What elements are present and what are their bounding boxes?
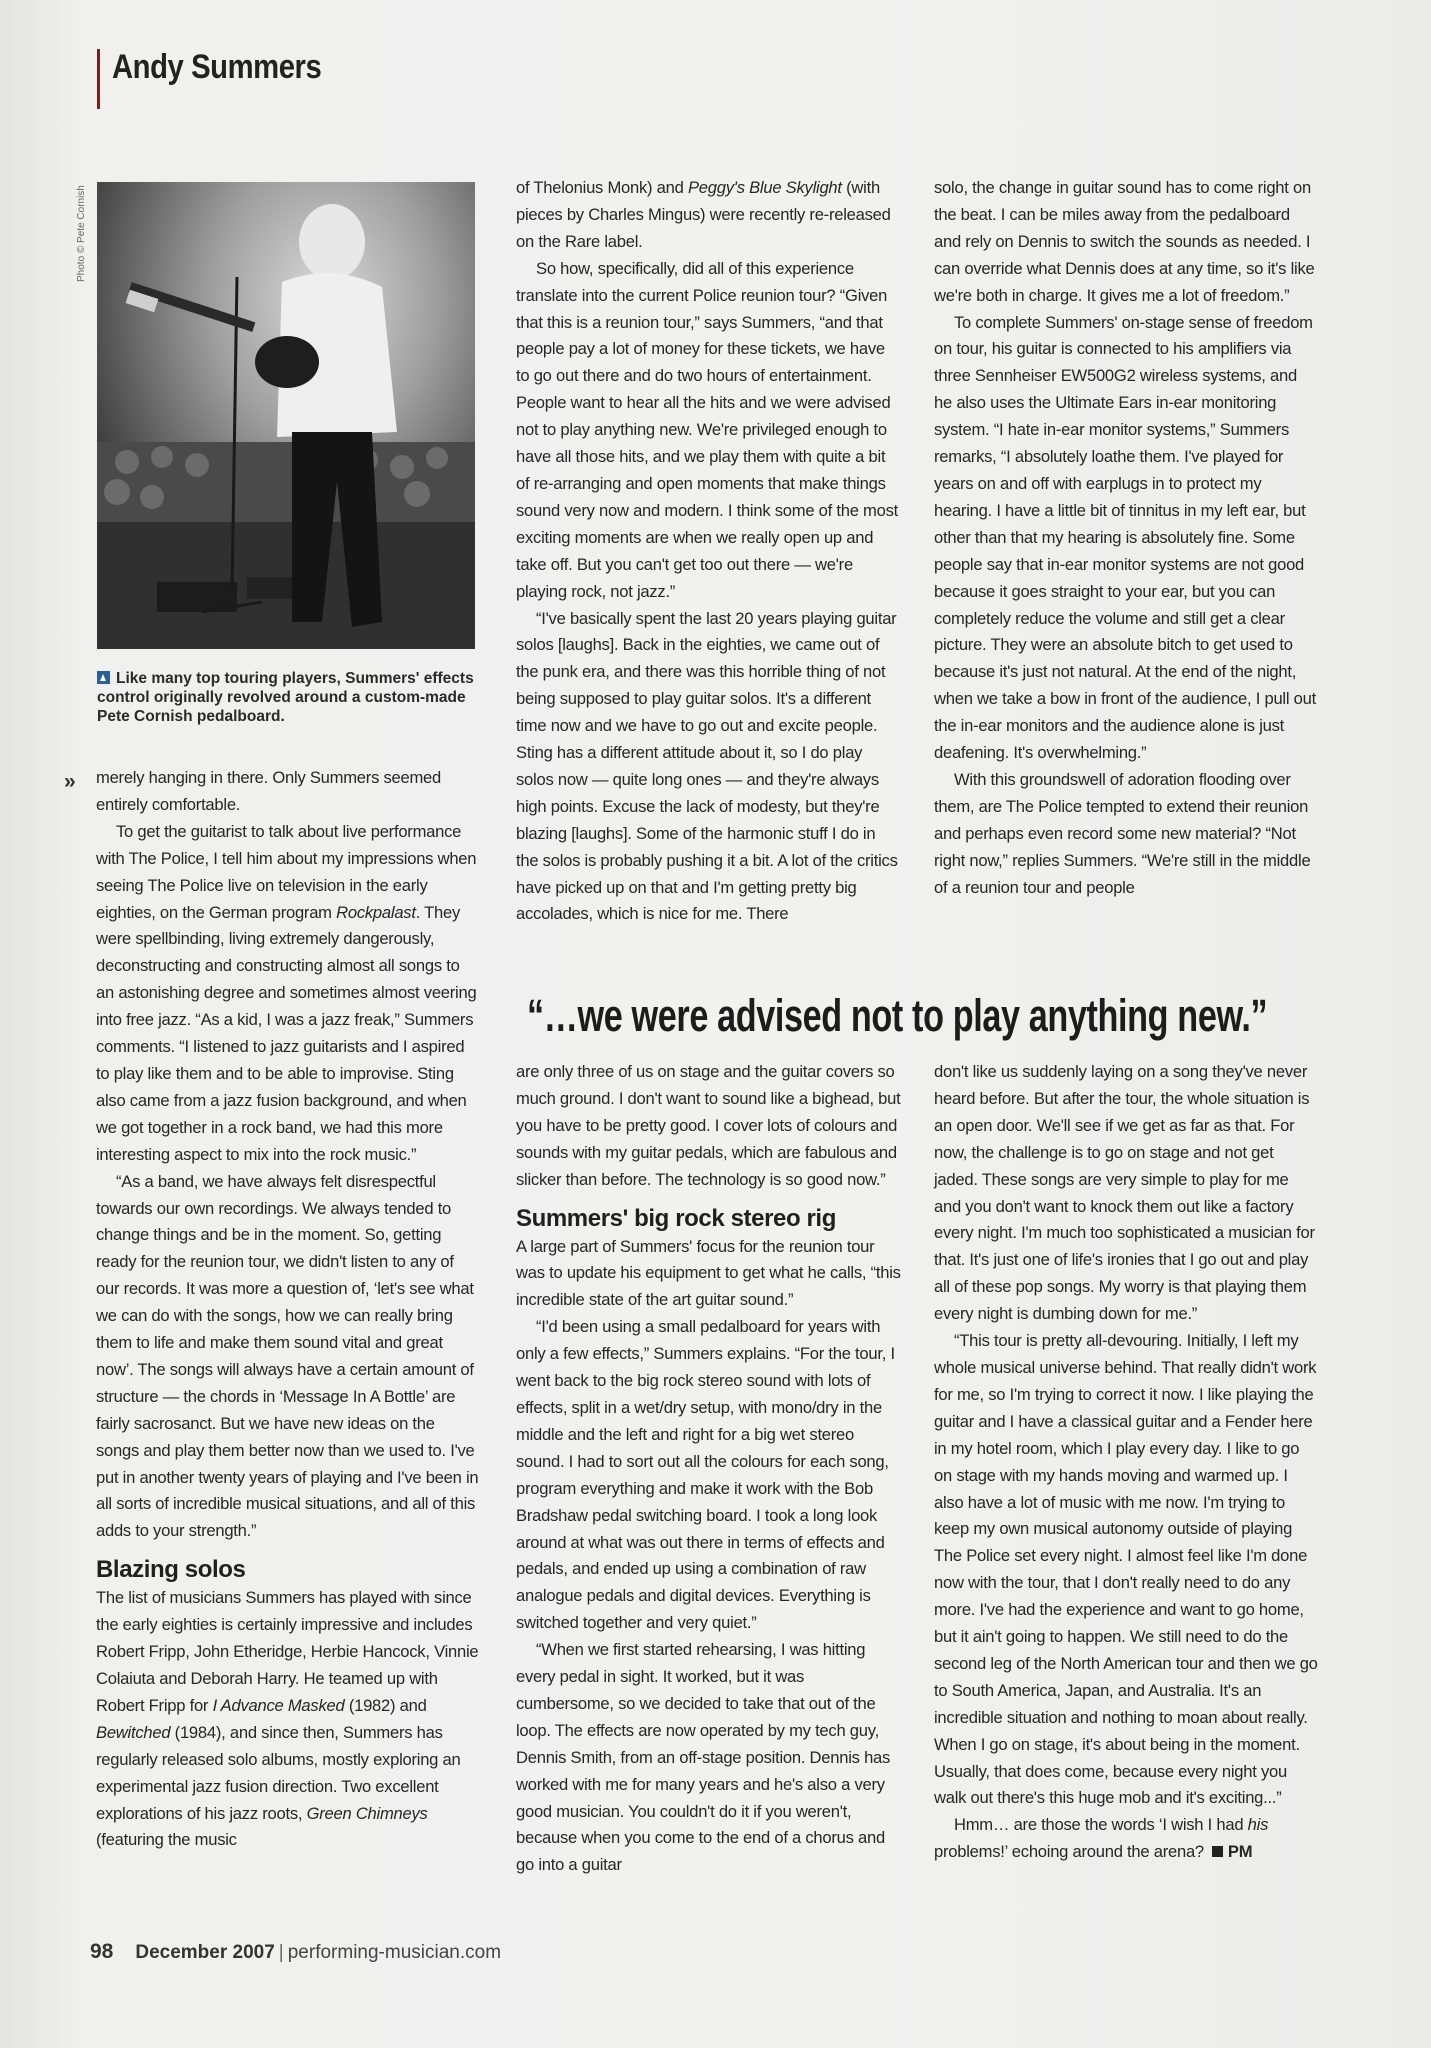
paragraph: With this groundswell of adoration flooding over them, are The Police tempted to extend their reunion and perhaps even record some new material? “Not right now,” replies Summers. “We're still in the middle of a reunion tour and people <box>934 769 1311 897</box>
page-number: 98 <box>90 1940 114 1963</box>
article-column-3-bottom <box>934 1059 1319 1866</box>
section-heading: Blazing solos <box>96 1556 246 1584</box>
paragraph: are only three of us on stage and the guitar covers so much ground. I don't want to sound like a bighead, but you have to be pretty good. I cover lots of colours and sounds with my guitar pedals, which are fabulous and slicker than before. The technology is so good now.” <box>516 1062 901 1189</box>
issue-date: December 2007 <box>135 1942 275 1963</box>
concert-photo <box>97 182 475 649</box>
end-mark-icon <box>1212 1846 1223 1857</box>
photo-caption: Like many top touring players, Summers' effects control originally revolved around a custom-made Pete Cornish pedalboard. <box>97 670 474 725</box>
continued-chevron-icon: » <box>64 770 76 793</box>
article-column-1 <box>96 765 481 1854</box>
page-footer <box>90 1940 501 1964</box>
paragraph: Hmm… are those the words ‘I wish I had his problems!’ echoing around the arena? PM <box>934 1815 1269 1862</box>
triangle-up-icon <box>97 671 110 684</box>
paragraph: merely hanging in there. Only Summers seemed entirely comfortable. <box>96 768 442 814</box>
paragraph: The list of musicians Summers has played with since the early eighties is certainly impressive and includes Robert Fripp, John Etheridge, Herbie Hancock, Vinnie Colaiuta and Deborah Harry. He teamed up with Robert Fripp for I Advance Masked (1982) and Bewitched (1984), and since then, Summers has regularly released solo albums, mostly exploring an experimental jazz fusion direction. Two excellent explorations of his jazz roots, Green Chimneys (featuring the music <box>96 1588 479 1850</box>
article-column-2-bottom <box>516 1059 901 1879</box>
article-column-2-top <box>516 175 901 928</box>
article-column-3-top <box>934 175 1319 901</box>
section-heading: Summers' big rock stereo rig <box>516 1204 836 1232</box>
paragraph: “This tour is pretty all-devouring. Initially, I left my whole musical universe behind. That really didn't work for me, so I'm trying to correct it now. I like playing the guitar and I have a classical guitar and a Fender here in my hotel room, which I play every day. I like to go on stage with my hands moving and warmed up. I also have a lot of music with me now. I'm trying to keep my own musical autonomy outside of playing The Police set every night. I almost feel like I'm done now with the tour, that I don't really need to do any more. I've had the experience and want to go home, but it ain't going to happen. We still need to do the second leg of the North American tour and then we go to South America, Japan, and Australia. It's an incredible situation and nothing to moan about really. When I go on stage, it's about being in the moment. Usually, that does come, because every night you walk out there's this huge mob and it's exciting...” <box>934 1331 1318 1808</box>
paragraph: of Thelonius Monk) and Peggy's Blue Skylight (with pieces by Charles Mingus) were recently re-released on the Rare label. <box>516 178 891 251</box>
paragraph: “When we first started rehearsing, I was hitting every pedal in sight. It worked, but it was cumbersome, so we decided to take that out of the loop. The effects are now operated by my tech guy, Dennis Smith, from an off-stage position. Dennis has worked with me for many years and he's also a very good musician. You couldn't do it if you weren't, because when you come to the end of a chorus and go into a guitar <box>516 1640 891 1875</box>
photo-credit: Photo © Pete Cornish <box>76 185 87 282</box>
paragraph: don't like us suddenly laying on a song they've never heard before. But after the tour, the whole situation is an open door. We'll see if we get as far as that. For now, the challenge is to go on stage and not get jaded. These songs are very simple to play for me and you don't want to knock them out like a factory every night. I'm much too sophisticated a musician for that. It's just one of life's ironies that I go out and play all of these pop songs. My worry is that playing them every night is dumbing down for me.” <box>934 1062 1315 1324</box>
paragraph: So how, specifically, did all of this experience translate into the current Police reunion tour? “Given that this is a reunion tour,” says Summers, “and that people pay a lot of money for these tickets, we have to go out there and do two hours of entertainment. People want to hear all the hits and we were advised not to play anything new. We're privileged enough to have all those hits, and we play them with quite a bit of re-arranging and open moments that make things sound very now and modern. I think some of the most exciting moments are when we really open up and take off. But you can't get too out there — we're playing rock, not jazz.” <box>516 258 899 601</box>
paragraph: To complete Summers' on-stage sense of freedom on tour, his guitar is connected to his amplifiers via three Sennheiser EW500G2 wireless systems, and he also uses the Ultimate Ears in-ear monitoring system. “I hate in-ear monitor systems,” Summers remarks, “I absolutely loathe them. I've played for years on and off with earplugs in to protect my hearing. I have a little bit of tinnitus in my left ear, but other than that my hearing is absolutely fine. Some people say that in-ear monitor systems are not good because it goes straight to your ear, but you can completely reduce the volume and still get a clear picture. They were an absolute bitch to get used to because it's just not natural. At the end of the night, when we take a bow in front of the audience, I pull out the in-ear monitors and the audience alone is just deafening. It's overwhelming.” <box>934 312 1316 763</box>
paragraph: “I've basically spent the last 20 years playing guitar solos [laughs]. Back in the eighties, we came out of the punk era, and there was this horrible thing of not being supposed to play guitar solos. It's a different time now and we have to go out and excite people. Sting has a different attitude about it, so I do play solos now — quite long ones — and they're always high points. Excuse the lack of modesty, but they're blazing [laughs]. Some of the harmonic stuff I do in the solos is probably pushing it a bit. A lot of the critics have picked up on that and I'm getting pretty big accolades, which is nice for me. There <box>516 608 898 924</box>
paragraph: “As a band, we have always felt disrespectful towards our own recordings. We always tended to change things and be in the moment. So, getting ready for the reunion tour, we didn't listen to any of our records. It was more a question of, ‘let's see what we can do with the songs, how we can really bring them to life and make them sound vital and great now’. The songs will always have a certain amount of structure — the chords in ‘Message In A Bottle’ are fairly sacrosanct. But we have new ideas on the songs and play them better now than we used to. I've put in another twenty years of playing and I've been in all sorts of incredible musical situations, and all of this adds to your strength.” <box>96 1171 479 1541</box>
paragraph: solo, the change in guitar sound has to come right on the beat. I can be miles away from the pedalboard and rely on Dennis to switch the sounds as needed. I can override what Dennis does at any time, so it's like we're both in charge. It gives me a lot of freedom.” <box>934 178 1315 305</box>
page-title: Andy Summers <box>112 48 322 86</box>
header-accent-bar <box>97 49 100 109</box>
footer-separator: | <box>278 1942 284 1963</box>
author-sign-off: PM <box>1227 1842 1253 1862</box>
pull-quote: “…we were advised not to play anything new.” <box>527 990 1268 1041</box>
website-url: performing-musician.com <box>287 1942 502 1963</box>
paragraph: A large part of Summers' focus for the reunion tour was to update his equipment to get what he calls, “this incredible state of the art guitar sound.” <box>516 1236 901 1310</box>
guitarist-on-stage-image <box>97 182 475 649</box>
paragraph: “I'd been using a small pedalboard for years with only a few effects,” Summers explains. “For the tour, I went back to the big rock stereo sound with lots of effects, split in a wet/dry setup, with mono/dry in the middle and the left and right for a big wet stereo sound. I had to sort out all the colours for each song, program everything and make it work with the Bob Bradshaw pedal switching board. I took a long look around at what was out there in terms of effects and pedals, and ended up using a combination of raw analogue pedals and digital devices. Everything is switched together and very quiet.” <box>516 1317 895 1633</box>
paragraph: To get the guitarist to talk about live performance with The Police, I tell him about my impressions when seeing The Police live on television in the early eighties, on the German program Rockpalast. They were spellbinding, living extremely dangerously, deconstructing and constructing almost all songs to an astonishing degree and sometimes almost veering into free jazz. “As a kid, I was a jazz freak,” Summers comments. “I listened to jazz guitarists and I aspired to play like them and to be able to improvise. Sting also came from a jazz fusion background, and when we got together in a rock band, we had this more interesting aspect to mix into the rock music.” <box>96 821 477 1164</box>
